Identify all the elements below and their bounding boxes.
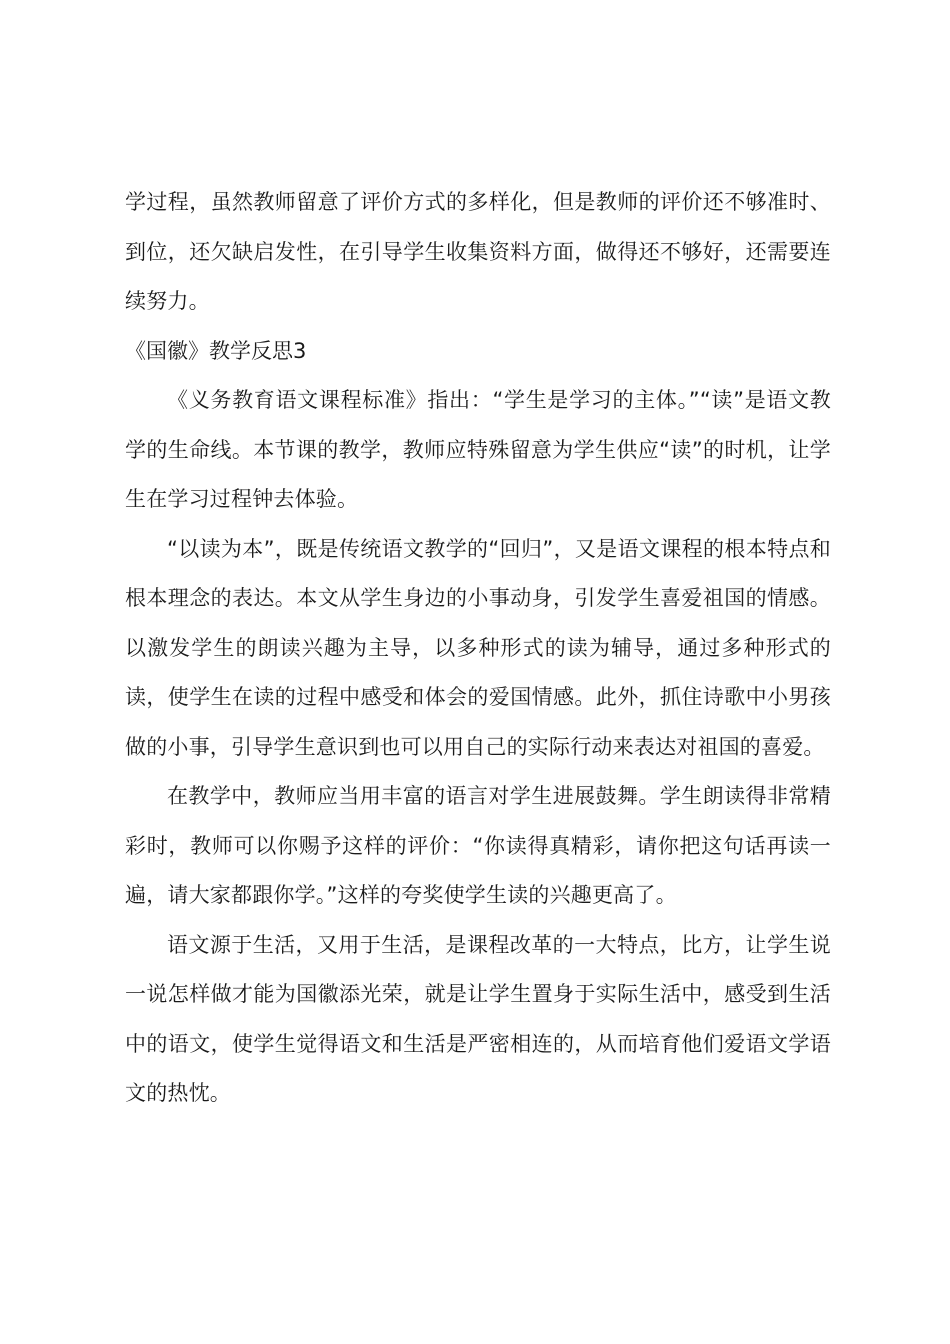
paragraph: “以读为本”，既是传统语文教学的“回归”，又是语文课程的根本特点和根本理念的表达。本文从学生身边的小事动身，引发学生喜爱祖国的情感。以激发学生的朗读兴趣为主导，以多种形式的读为辅导，通过多种形式的读，使学生在读的过程中感受和体会的爱国情感。此外，抓住诗歌中小男孩做的小事，引导学生意识到也可以用自己的实际行动来表达对祖国的喜爱。 (125, 536, 831, 759)
paragraph: 《义务教育语文课程标准》指出：“学生是学习的主体。”“读”是语文教学的生命线。本节课的教学，教师应特殊留意为学生供应“读”的时机，让学生在学习过程钟去体验。 (125, 388, 831, 511)
paragraph: 语文源于生活，又用于生活，是课程改革的一大特点，比方，让学生说一说怎样做才能为国徽添光荣，就是让学生置身于实际生活中，感受到生活中的语文，使学生觉得语文和生活是严密相连的，从而培育他们爱语文学语文的热忱。 (125, 932, 831, 1105)
paragraph-continuation: 学过程，虽然教师留意了评价方式的多样化，但是教师的评价还不够准时、到位，还欠缺启发性，在引导学生收集资料方面，做得还不够好，还需要连续努力。 (125, 190, 831, 313)
section-heading: 《国徽》教学反思3 (125, 338, 307, 363)
document-body (125, 178, 831, 1119)
paragraph: 在教学中，教师应当用丰富的语言对学生进展鼓舞。学生朗读得非常精彩时，教师可以你赐予这样的评价：“你读得真精彩，请你把这句话再读一遍，请大家都跟你学。”这样的夸奖使学生读的兴趣更高了。 (125, 784, 831, 907)
